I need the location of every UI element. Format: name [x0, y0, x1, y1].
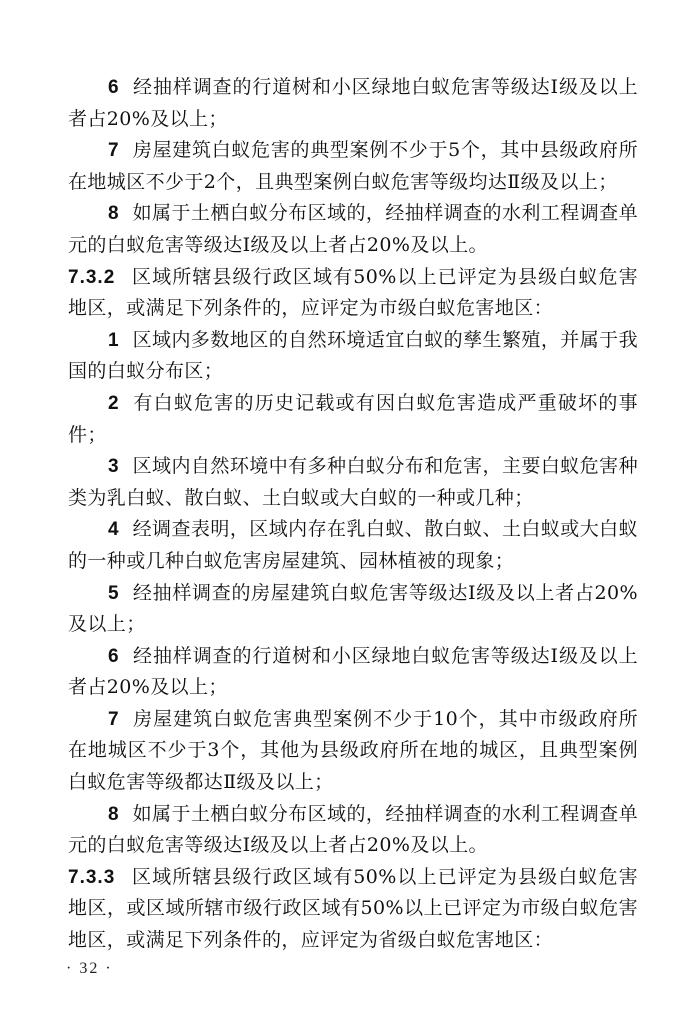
- item-text: 经抽样调查的行道树和小区绿地白蚁危害等级达Ⅰ级及以上者占20%及以上；: [68, 76, 638, 130]
- list-item: [68, 388, 638, 451]
- section-text: 区域所辖县级行政区域有50%以上已评定为县级白蚁危害地区，或区域所辖市级行政区域有50%以上已评定为市级白蚁危害地区，或满足下列条件的，应评定为省级白蚁危害地区：: [68, 865, 638, 952]
- page-number: · 32 ·: [66, 960, 113, 977]
- item-text: 经抽样调查的行道树和小区绿地白蚁危害等级达Ⅰ级及以上者占20%及以上；: [68, 644, 638, 699]
- list-item: [68, 325, 638, 388]
- item-text: 如属于土栖白蚁分布区域的，经抽样调查的水利工程调查单元的白蚁危害等级达Ⅰ级及以上者占20%及以上。: [68, 202, 638, 256]
- item-text: 如属于土栖白蚁分布区域的，经抽样调查的水利工程调查单元的白蚁危害等级达Ⅰ级及以上者占20%及以上。: [68, 802, 638, 857]
- item-text: 房屋建筑白蚁危害典型案例不少于10个，其中市级政府所在地城区不少于3个，其他为县级政府所在地的城区，且典型案例白蚁危害等级都达Ⅱ级及以上；: [68, 707, 638, 794]
- item-number: 6: [108, 77, 119, 98]
- item-number: 1: [108, 329, 119, 351]
- item-text: 经调查表明，区域内存在乳白蚁、散白蚁、土白蚁或大白蚁的一种或几种白蚁危害房屋建筑、园林植被的现象；: [68, 518, 638, 572]
- item-number: 8: [108, 803, 119, 825]
- list-item: [68, 704, 638, 799]
- item-number: 6: [108, 645, 119, 667]
- item-text: 有白蚁危害的历史记载或有因白蚁危害造成严重破坏的事件；: [68, 391, 638, 446]
- list-item: [68, 451, 638, 514]
- item-text: 区域内多数地区的自然环境适宜白蚁的孳生繁殖，并属于我国的白蚁分布区；: [68, 328, 638, 383]
- document-page: [68, 72, 638, 957]
- item-text: 房屋建筑白蚁危害的典型案例不少于5个，其中县级政府所在地城区不少于2个，且典型案例白蚁危害等级均达Ⅱ级及以上；: [68, 139, 638, 193]
- section-number: 7.3.3: [68, 866, 116, 888]
- item-number: 5: [108, 582, 119, 604]
- list-item: [68, 198, 638, 261]
- list-item: [68, 135, 638, 198]
- item-number: 4: [108, 519, 119, 541]
- section-clause: [68, 862, 638, 957]
- list-item: [68, 72, 638, 135]
- item-number: 8: [108, 203, 119, 225]
- item-number: 7: [108, 708, 119, 730]
- item-number: 3: [108, 456, 119, 478]
- item-number: 2: [108, 392, 119, 414]
- list-item: [68, 514, 638, 577]
- section-text: 区域所辖县级行政区域有50%以上已评定为县级白蚁危害地区，或满足下列条件的，应评定为市级白蚁危害地区：: [68, 265, 638, 320]
- section-clause: [68, 262, 638, 325]
- item-text: 区域内自然环境中有多种白蚁分布和危害，主要白蚁危害种类为乳白蚁、散白蚁、土白蚁或大白蚁的一种或几种；: [68, 455, 638, 509]
- list-item: [68, 578, 638, 641]
- item-text: 经抽样调查的房屋建筑白蚁危害等级达Ⅰ级及以上者占20%及以上；: [68, 581, 638, 636]
- item-number: 7: [108, 140, 119, 162]
- section-number: 7.3.2: [68, 266, 116, 288]
- list-item: [68, 641, 638, 704]
- list-item: [68, 799, 638, 862]
